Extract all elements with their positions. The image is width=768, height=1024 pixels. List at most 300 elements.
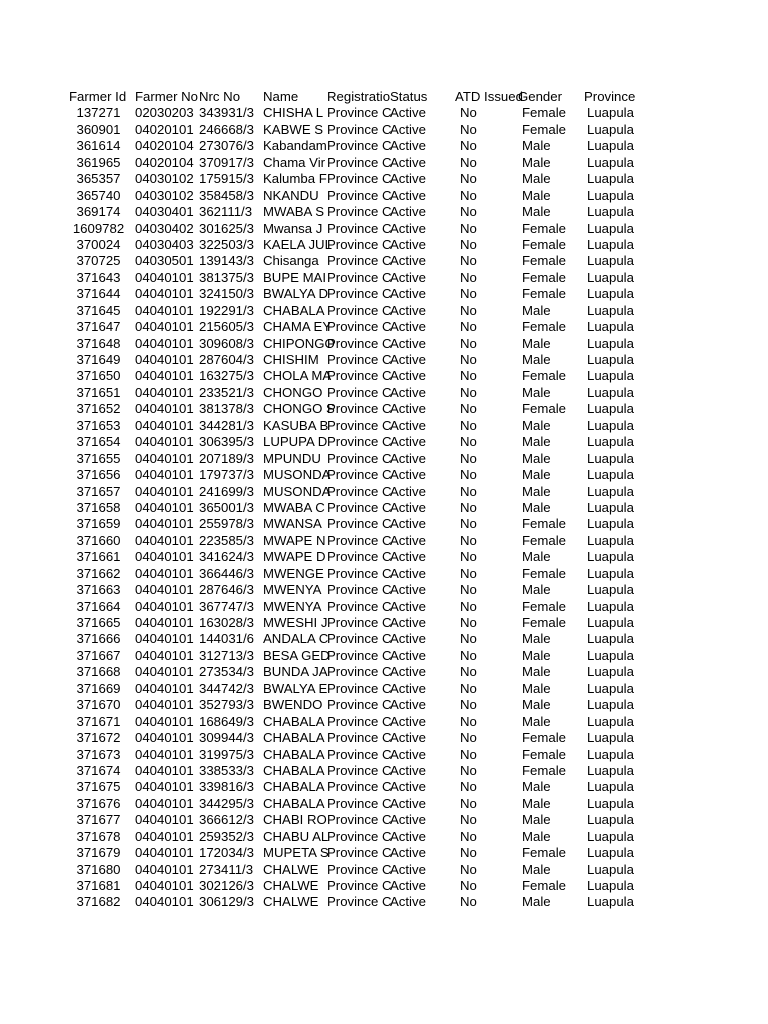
gender-cell[interactable]: Female — [522, 220, 566, 236]
farmer-id-cell[interactable]: 371656 — [76, 467, 121, 483]
province-cell[interactable]: Luapula — [587, 795, 634, 811]
registration-cell[interactable]: Province C — [327, 286, 392, 302]
name-cell[interactable]: CHABALA — [263, 730, 325, 746]
name-cell[interactable]: BWENDO — [263, 697, 323, 713]
status-cell[interactable]: Active — [390, 746, 426, 762]
farmer-id-cell[interactable]: 371660 — [76, 532, 121, 548]
registration-cell[interactable]: Province C — [327, 828, 392, 844]
province-cell[interactable]: Luapula — [587, 861, 634, 877]
registration-cell[interactable]: Province C — [327, 401, 392, 417]
status-cell[interactable]: Active — [390, 664, 426, 680]
status-cell[interactable]: Active — [390, 352, 426, 367]
farmer-id-cell[interactable]: 371667 — [76, 647, 121, 663]
gender-cell[interactable]: Male — [522, 549, 551, 565]
nrc-no-cell[interactable]: 139143/3 — [199, 253, 255, 269]
nrc-no-cell[interactable]: 255978/3 — [199, 516, 255, 532]
registration-cell[interactable]: Province C — [327, 302, 392, 318]
header-province[interactable]: Province — [584, 89, 636, 104]
name-cell[interactable]: MUSONDA — [263, 483, 331, 499]
province-cell[interactable]: Luapula — [587, 582, 634, 598]
province-cell[interactable]: Luapula — [587, 138, 634, 154]
gender-cell[interactable]: Female — [522, 532, 566, 548]
status-cell[interactable]: Active — [390, 647, 426, 663]
province-cell[interactable]: Luapula — [587, 467, 634, 483]
atd-issued-cell[interactable]: No — [460, 730, 477, 746]
province-cell[interactable]: Luapula — [587, 664, 634, 680]
farmer-id-cell[interactable]: 371679 — [76, 845, 121, 861]
nrc-no-cell[interactable]: 358458/3 — [199, 187, 255, 203]
province-cell[interactable]: Luapula — [587, 762, 634, 778]
status-cell[interactable]: Active — [390, 878, 426, 893]
province-cell[interactable]: Luapula — [587, 894, 634, 910]
header-name[interactable]: Name — [263, 89, 299, 104]
atd-issued-cell[interactable]: No — [460, 746, 477, 762]
farmer-id-cell[interactable]: 371675 — [76, 779, 121, 795]
nrc-no-cell[interactable]: 344295/3 — [199, 795, 255, 811]
atd-issued-cell[interactable]: No — [460, 845, 477, 861]
farmer-id-cell[interactable]: 370024 — [76, 236, 121, 252]
atd-issued-cell[interactable]: No — [460, 269, 477, 285]
gender-cell[interactable]: Male — [522, 138, 551, 154]
farmer-no-cell[interactable]: 04040101 — [135, 450, 194, 466]
name-cell[interactable]: MPUNDU — [263, 450, 321, 466]
registration-cell[interactable]: Province C — [327, 565, 392, 581]
gender-cell[interactable]: Male — [522, 434, 551, 450]
farmer-id-cell[interactable]: 361965 — [76, 154, 121, 170]
province-cell[interactable]: Luapula — [587, 845, 634, 861]
atd-issued-cell[interactable]: No — [460, 302, 477, 318]
atd-issued-cell[interactable]: No — [460, 384, 477, 400]
status-cell[interactable]: Active — [390, 861, 426, 877]
farmer-no-cell[interactable]: 04020104 — [135, 138, 194, 154]
farmer-no-cell[interactable]: 04030501 — [135, 253, 194, 269]
registration-cell[interactable]: Province C — [327, 220, 392, 236]
province-cell[interactable]: Luapula — [587, 154, 634, 170]
status-cell[interactable]: Active — [390, 253, 426, 269]
name-cell[interactable]: KAELA JUL — [263, 236, 332, 252]
province-cell[interactable]: Luapula — [587, 319, 634, 335]
gender-cell[interactable]: Male — [522, 204, 551, 220]
province-cell[interactable]: Luapula — [587, 286, 634, 302]
gender-cell[interactable]: Male — [522, 812, 551, 828]
registration-cell[interactable]: Province C — [327, 138, 392, 154]
nrc-no-cell[interactable]: 319975/3 — [199, 746, 255, 762]
farmer-id-cell[interactable]: 371674 — [76, 762, 121, 778]
farmer-no-cell[interactable]: 04040101 — [135, 812, 194, 828]
farmer-no-cell[interactable]: 04040101 — [135, 368, 194, 384]
gender-cell[interactable]: Female — [522, 121, 566, 137]
atd-issued-cell[interactable]: No — [460, 713, 477, 729]
name-cell[interactable]: KASUBA B — [263, 417, 329, 433]
nrc-no-cell[interactable]: 344281/3 — [199, 417, 255, 433]
registration-cell[interactable]: Province C — [327, 368, 392, 384]
nrc-no-cell[interactable]: 163028/3 — [199, 615, 255, 630]
province-cell[interactable]: Luapula — [587, 417, 634, 433]
status-cell[interactable]: Active — [390, 236, 426, 252]
atd-issued-cell[interactable]: No — [460, 187, 477, 203]
farmer-no-cell[interactable]: 04040101 — [135, 417, 194, 433]
atd-issued-cell[interactable]: No — [460, 236, 477, 252]
farmer-no-cell[interactable]: 04040101 — [135, 615, 194, 630]
registration-cell[interactable]: Province C — [327, 697, 392, 713]
province-cell[interactable]: Luapula — [587, 746, 634, 762]
nrc-no-cell[interactable]: 215605/3 — [199, 319, 255, 335]
farmer-no-cell[interactable]: 04030102 — [135, 171, 194, 187]
farmer-id-cell[interactable]: 371649 — [76, 352, 121, 367]
atd-issued-cell[interactable]: No — [460, 861, 477, 877]
status-cell[interactable]: Active — [390, 319, 426, 335]
registration-cell[interactable]: Province C — [327, 746, 392, 762]
gender-cell[interactable]: Female — [522, 598, 566, 614]
name-cell[interactable]: CHALWE — [263, 878, 319, 893]
nrc-no-cell[interactable]: 246668/3 — [199, 121, 255, 137]
farmer-id-cell[interactable]: 371670 — [76, 697, 121, 713]
status-cell[interactable]: Active — [390, 680, 426, 696]
nrc-no-cell[interactable]: 343931/3 — [199, 105, 255, 121]
atd-issued-cell[interactable]: No — [460, 565, 477, 581]
atd-issued-cell[interactable]: No — [460, 105, 477, 121]
nrc-no-cell[interactable]: 324150/3 — [199, 286, 255, 302]
farmer-no-cell[interactable]: 04020104 — [135, 154, 194, 170]
farmer-id-cell[interactable]: 371666 — [76, 631, 121, 647]
farmer-id-cell[interactable]: 371682 — [76, 894, 121, 910]
farmer-no-cell[interactable]: 04040101 — [135, 680, 194, 696]
registration-cell[interactable]: Province C — [327, 483, 392, 499]
farmer-id-cell[interactable]: 371669 — [76, 680, 121, 696]
registration-cell[interactable]: Province C — [327, 812, 392, 828]
farmer-no-cell[interactable]: 02030203 — [135, 105, 194, 121]
farmer-id-cell[interactable]: 371653 — [76, 417, 121, 433]
status-cell[interactable]: Active — [390, 434, 426, 450]
gender-cell[interactable]: Female — [522, 746, 566, 762]
name-cell[interactable]: MWANSA — [263, 516, 322, 532]
status-cell[interactable]: Active — [390, 220, 426, 236]
registration-cell[interactable]: Province C — [327, 549, 392, 565]
nrc-no-cell[interactable]: 273411/3 — [199, 861, 254, 877]
registration-cell[interactable]: Province C — [327, 615, 392, 630]
province-cell[interactable]: Luapula — [587, 779, 634, 795]
atd-issued-cell[interactable]: No — [460, 598, 477, 614]
nrc-no-cell[interactable]: 366446/3 — [199, 565, 255, 581]
status-cell[interactable]: Active — [390, 401, 426, 417]
province-cell[interactable]: Luapula — [587, 204, 634, 220]
farmer-id-cell[interactable]: 371681 — [76, 878, 121, 893]
registration-cell[interactable]: Province C — [327, 384, 392, 400]
registration-cell[interactable]: Province C — [327, 582, 392, 598]
nrc-no-cell[interactable]: 365001/3 — [199, 499, 255, 515]
name-cell[interactable]: Kabandam — [263, 138, 327, 154]
province-cell[interactable]: Luapula — [587, 598, 634, 614]
registration-cell[interactable]: Province C — [327, 253, 392, 269]
farmer-no-cell[interactable]: 04040101 — [135, 483, 194, 499]
name-cell[interactable]: MWABA C — [263, 499, 325, 515]
nrc-no-cell[interactable]: 233521/3 — [199, 384, 255, 400]
nrc-no-cell[interactable]: 259352/3 — [199, 828, 255, 844]
name-cell[interactable]: CHALWE — [263, 894, 319, 910]
nrc-no-cell[interactable]: 309608/3 — [199, 335, 255, 351]
farmer-id-cell[interactable]: 365357 — [76, 171, 121, 187]
name-cell[interactable]: CHAMA EY — [263, 319, 332, 335]
nrc-no-cell[interactable]: 179737/3 — [199, 467, 255, 483]
status-cell[interactable]: Active — [390, 138, 426, 154]
province-cell[interactable]: Luapula — [587, 483, 634, 499]
header-farmer-no[interactable]: Farmer No — [135, 89, 199, 104]
gender-cell[interactable]: Male — [522, 664, 551, 680]
farmer-no-cell[interactable]: 04030403 — [135, 236, 194, 252]
nrc-no-cell[interactable]: 287604/3 — [199, 352, 255, 367]
name-cell[interactable]: BUNDA JA — [263, 664, 328, 680]
farmer-id-cell[interactable]: 371650 — [76, 368, 121, 384]
registration-cell[interactable]: Province C — [327, 204, 392, 220]
province-cell[interactable]: Luapula — [587, 253, 634, 269]
registration-cell[interactable]: Province C — [327, 713, 392, 729]
atd-issued-cell[interactable]: No — [460, 352, 477, 367]
gender-cell[interactable]: Female — [522, 565, 566, 581]
name-cell[interactable]: BWALYA E — [263, 680, 328, 696]
farmer-id-cell[interactable]: 1609782 — [72, 220, 125, 236]
name-cell[interactable]: NKANDU — [263, 187, 319, 203]
status-cell[interactable]: Active — [390, 549, 426, 565]
header-nrc-no[interactable]: Nrc No — [199, 89, 241, 104]
registration-cell[interactable]: Province C — [327, 319, 392, 335]
farmer-id-cell[interactable]: 371676 — [76, 795, 121, 811]
registration-cell[interactable]: Province C — [327, 664, 392, 680]
nrc-no-cell[interactable]: 144031/6 — [199, 631, 255, 647]
gender-cell[interactable]: Male — [522, 467, 551, 483]
gender-cell[interactable]: Male — [522, 450, 551, 466]
province-cell[interactable]: Luapula — [587, 828, 634, 844]
province-cell[interactable]: Luapula — [587, 549, 634, 565]
farmer-no-cell[interactable]: 04040101 — [135, 467, 194, 483]
status-cell[interactable]: Active — [390, 335, 426, 351]
farmer-no-cell[interactable]: 04030102 — [135, 187, 194, 203]
gender-cell[interactable]: Male — [522, 335, 551, 351]
status-cell[interactable]: Active — [390, 384, 426, 400]
status-cell[interactable]: Active — [390, 417, 426, 433]
status-cell[interactable]: Active — [390, 565, 426, 581]
farmer-id-cell[interactable]: 371654 — [76, 434, 121, 450]
name-cell[interactable]: Kalumba F — [263, 171, 327, 187]
province-cell[interactable]: Luapula — [587, 269, 634, 285]
atd-issued-cell[interactable]: No — [460, 483, 477, 499]
name-cell[interactable]: LUPUPA D — [263, 434, 328, 450]
atd-issued-cell[interactable]: No — [460, 286, 477, 302]
farmer-no-cell[interactable]: 04040101 — [135, 352, 194, 367]
status-cell[interactable]: Active — [390, 697, 426, 713]
registration-cell[interactable]: Province C — [327, 680, 392, 696]
atd-issued-cell[interactable]: No — [460, 631, 477, 647]
province-cell[interactable]: Luapula — [587, 121, 634, 137]
name-cell[interactable]: MWENYA — [263, 582, 322, 598]
header-gender[interactable]: Gender — [518, 89, 562, 104]
province-cell[interactable]: Luapula — [587, 335, 634, 351]
gender-cell[interactable]: Female — [522, 269, 566, 285]
nrc-no-cell[interactable]: 241699/3 — [199, 483, 255, 499]
status-cell[interactable]: Active — [390, 828, 426, 844]
farmer-id-cell[interactable]: 371664 — [76, 598, 121, 614]
farmer-id-cell[interactable]: 371673 — [76, 746, 121, 762]
atd-issued-cell[interactable]: No — [460, 795, 477, 811]
gender-cell[interactable]: Male — [522, 697, 551, 713]
registration-cell[interactable]: Province C — [327, 861, 392, 877]
farmer-no-cell[interactable]: 04040101 — [135, 664, 194, 680]
farmer-id-cell[interactable]: 371651 — [76, 384, 121, 400]
atd-issued-cell[interactable]: No — [460, 812, 477, 828]
status-cell[interactable]: Active — [390, 187, 426, 203]
gender-cell[interactable]: Male — [522, 499, 551, 515]
farmer-no-cell[interactable]: 04030402 — [135, 220, 194, 236]
name-cell[interactable]: Chama Vir — [263, 154, 326, 170]
gender-cell[interactable]: Female — [522, 762, 566, 778]
province-cell[interactable]: Luapula — [587, 532, 634, 548]
registration-cell[interactable]: Province C — [327, 762, 392, 778]
registration-cell[interactable]: Province C — [327, 894, 392, 910]
province-cell[interactable]: Luapula — [587, 878, 634, 893]
status-cell[interactable]: Active — [390, 483, 426, 499]
gender-cell[interactable]: Female — [522, 286, 566, 302]
atd-issued-cell[interactable]: No — [460, 253, 477, 269]
header-status[interactable]: Status — [390, 89, 428, 104]
registration-cell[interactable]: Province C — [327, 154, 392, 170]
name-cell[interactable]: ANDALA C — [263, 631, 329, 647]
header-atd-issued[interactable]: ATD Issued — [455, 89, 523, 104]
province-cell[interactable]: Luapula — [587, 352, 634, 367]
name-cell[interactable]: MWAPE D — [263, 549, 326, 565]
status-cell[interactable]: Active — [390, 730, 426, 746]
farmer-id-cell[interactable]: 371668 — [76, 664, 121, 680]
nrc-no-cell[interactable]: 366612/3 — [199, 812, 255, 828]
province-cell[interactable]: Luapula — [587, 171, 634, 187]
status-cell[interactable]: Active — [390, 171, 426, 187]
farmer-id-cell[interactable]: 369174 — [76, 204, 121, 220]
name-cell[interactable]: BESA GED — [263, 647, 330, 663]
status-cell[interactable]: Active — [390, 499, 426, 515]
registration-cell[interactable]: Province C — [327, 434, 392, 450]
registration-cell[interactable]: Province C — [327, 417, 392, 433]
farmer-id-cell[interactable]: 371652 — [76, 401, 121, 417]
farmer-no-cell[interactable]: 04040101 — [135, 434, 194, 450]
nrc-no-cell[interactable]: 192291/3 — [199, 302, 255, 318]
farmer-no-cell[interactable]: 04040101 — [135, 598, 194, 614]
nrc-no-cell[interactable]: 362111/3 — [199, 204, 253, 220]
status-cell[interactable]: Active — [390, 302, 426, 318]
gender-cell[interactable]: Female — [522, 236, 566, 252]
gender-cell[interactable]: Female — [522, 319, 566, 335]
farmer-no-cell[interactable]: 04040101 — [135, 845, 194, 861]
registration-cell[interactable]: Province C — [327, 516, 392, 532]
farmer-no-cell[interactable]: 04020101 — [135, 121, 194, 137]
status-cell[interactable]: Active — [390, 631, 426, 647]
farmer-no-cell[interactable]: 04040101 — [135, 401, 194, 417]
nrc-no-cell[interactable]: 370917/3 — [199, 154, 255, 170]
gender-cell[interactable]: Male — [522, 171, 551, 187]
name-cell[interactable]: BUPE MAI — [263, 269, 327, 285]
nrc-no-cell[interactable]: 172034/3 — [199, 845, 255, 861]
farmer-no-cell[interactable]: 04040101 — [135, 795, 194, 811]
registration-cell[interactable]: Province C — [327, 647, 392, 663]
nrc-no-cell[interactable]: 306129/3 — [199, 894, 255, 910]
gender-cell[interactable]: Female — [522, 615, 566, 630]
registration-cell[interactable]: Province C — [327, 352, 392, 367]
name-cell[interactable]: CHOLA MA — [263, 368, 332, 384]
registration-cell[interactable]: Province C — [327, 269, 392, 285]
farmer-no-cell[interactable]: 04040101 — [135, 384, 194, 400]
header-registration[interactable]: Registratio — [327, 89, 391, 104]
farmer-id-cell[interactable]: 371677 — [76, 812, 121, 828]
status-cell[interactable]: Active — [390, 204, 426, 220]
farmer-id-cell[interactable]: 371657 — [76, 483, 121, 499]
atd-issued-cell[interactable]: No — [460, 319, 477, 335]
status-cell[interactable]: Active — [390, 450, 426, 466]
gender-cell[interactable]: Female — [522, 730, 566, 746]
province-cell[interactable]: Luapula — [587, 697, 634, 713]
farmer-id-cell[interactable]: 371663 — [76, 582, 121, 598]
gender-cell[interactable]: Female — [522, 105, 566, 121]
farmer-id-cell[interactable]: 360901 — [76, 121, 121, 137]
nrc-no-cell[interactable]: 341624/3 — [199, 549, 255, 565]
gender-cell[interactable]: Male — [522, 795, 551, 811]
farmer-no-cell[interactable]: 04040101 — [135, 499, 194, 515]
nrc-no-cell[interactable]: 302126/3 — [199, 878, 255, 893]
name-cell[interactable]: CHABALA — [263, 746, 325, 762]
farmer-no-cell[interactable]: 04040101 — [135, 713, 194, 729]
nrc-no-cell[interactable]: 207189/3 — [199, 450, 255, 466]
name-cell[interactable]: CHIPONGO — [263, 335, 335, 351]
nrc-no-cell[interactable]: 306395/3 — [199, 434, 255, 450]
gender-cell[interactable]: Female — [522, 878, 566, 893]
status-cell[interactable]: Active — [390, 713, 426, 729]
status-cell[interactable]: Active — [390, 779, 426, 795]
farmer-no-cell[interactable]: 04040101 — [135, 894, 194, 910]
nrc-no-cell[interactable]: 223585/3 — [199, 532, 255, 548]
registration-cell[interactable]: Province C — [327, 779, 392, 795]
farmer-no-cell[interactable]: 04040101 — [135, 878, 194, 893]
farmer-id-cell[interactable]: 371665 — [76, 615, 121, 630]
atd-issued-cell[interactable]: No — [460, 154, 477, 170]
province-cell[interactable]: Luapula — [587, 713, 634, 729]
name-cell[interactable]: CHABALA — [263, 302, 325, 318]
farmer-id-cell[interactable]: 371659 — [76, 516, 121, 532]
atd-issued-cell[interactable]: No — [460, 615, 477, 630]
nrc-no-cell[interactable]: 168649/3 — [199, 713, 255, 729]
status-cell[interactable]: Active — [390, 368, 426, 384]
name-cell[interactable]: CHONGO S — [263, 401, 335, 417]
gender-cell[interactable]: Female — [522, 368, 566, 384]
name-cell[interactable]: CHABU AL — [263, 828, 329, 844]
status-cell[interactable]: Active — [390, 894, 426, 910]
farmer-id-cell[interactable]: 371671 — [76, 713, 121, 729]
status-cell[interactable]: Active — [390, 467, 426, 483]
atd-issued-cell[interactable]: No — [460, 434, 477, 450]
gender-cell[interactable]: Male — [522, 187, 551, 203]
gender-cell[interactable]: Male — [522, 828, 551, 844]
gender-cell[interactable]: Male — [522, 302, 551, 318]
farmer-id-cell[interactable]: 370725 — [76, 253, 121, 269]
farmer-id-cell[interactable]: 371661 — [76, 549, 121, 565]
farmer-id-cell[interactable]: 371648 — [76, 335, 121, 351]
atd-issued-cell[interactable]: No — [460, 220, 477, 236]
nrc-no-cell[interactable]: 309944/3 — [199, 730, 255, 746]
status-cell[interactable]: Active — [390, 286, 426, 302]
registration-cell[interactable]: Province C — [327, 187, 392, 203]
province-cell[interactable]: Luapula — [587, 499, 634, 515]
farmer-no-cell[interactable]: 04040101 — [135, 302, 194, 318]
registration-cell[interactable]: Province C — [327, 335, 392, 351]
farmer-no-cell[interactable]: 04040101 — [135, 762, 194, 778]
nrc-no-cell[interactable]: 338533/3 — [199, 762, 255, 778]
atd-issued-cell[interactable]: No — [460, 549, 477, 565]
status-cell[interactable]: Active — [390, 269, 426, 285]
